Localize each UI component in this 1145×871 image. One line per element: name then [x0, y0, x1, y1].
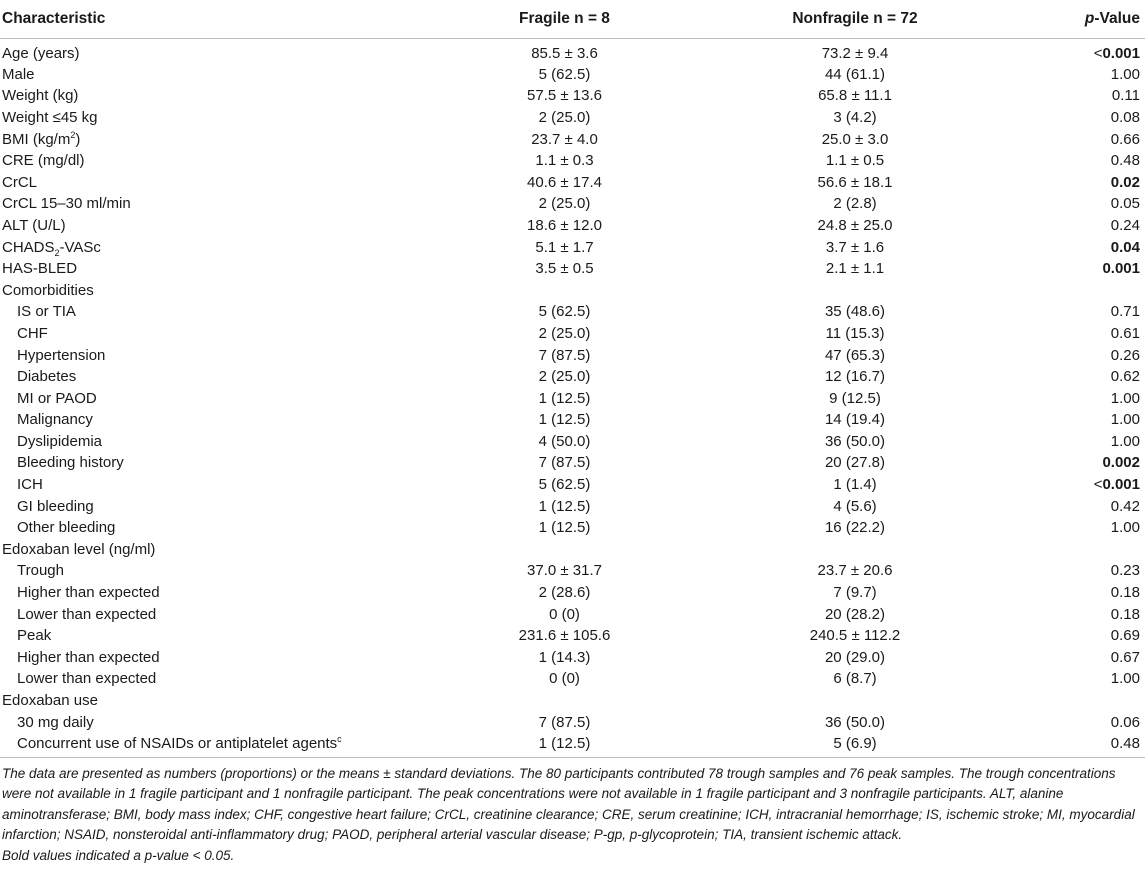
row-label: Malignancy — [17, 411, 93, 429]
table-row — [0, 582, 1145, 604]
row-nonfragile-value: 12 (16.7) — [824, 368, 886, 386]
row-fragile-value — [420, 690, 709, 712]
row-nonfragile-value: 35 (48.6) — [824, 303, 886, 321]
row-nonfragile-value: 14 (19.4) — [824, 411, 886, 429]
row-label: $CHADS_2$-VASc — [2, 238, 101, 258]
row-fragile-value: 5 (62.5) — [538, 476, 591, 494]
row-fragile-value: 5 (62.5) — [538, 65, 591, 83]
row-fragile-value: 2 (25.0) — [538, 195, 591, 213]
row-fragile-value: 3.5 ± 0.5 — [535, 260, 594, 278]
table-row — [0, 301, 1145, 323]
table-row — [0, 560, 1145, 582]
row-p-value: 0.69 — [1110, 627, 1140, 645]
row-p-value: 1.00 — [1110, 411, 1140, 429]
row-p-value: 0.18 — [1110, 584, 1140, 602]
row-nonfragile-value: 20 (28.2) — [824, 605, 886, 623]
row-nonfragile-value — [709, 539, 1001, 561]
row-fragile-value — [420, 279, 709, 301]
row-fragile-value: 2 (25.0) — [538, 368, 591, 386]
row-nonfragile-value: 44 (61.1) — [824, 65, 886, 83]
table-row — [0, 344, 1145, 366]
row-p-value: 1.00 — [1110, 65, 1140, 83]
table-header — [0, 0, 1145, 38]
row-fragile-value: 4 (50.0) — [538, 432, 591, 450]
row-label: Diabetes — [17, 368, 77, 386]
row-p-value: 1.00 — [1110, 519, 1140, 537]
row-fragile-value: 57.5 ± 13.6 — [527, 87, 602, 105]
row-p-value: 0.001 — [1102, 260, 1140, 278]
row-nonfragile-value: 1 (1.4) — [833, 476, 877, 494]
row-p-value: 0.24 — [1110, 216, 1140, 234]
header-nonfragile: Nonfragile n = 72 — [709, 0, 1001, 38]
row-label: Dyslipidemia — [17, 432, 103, 450]
row-nonfragile-value: 73.2 ± 9.4 — [821, 44, 889, 62]
header-pvalue-rest: -Value — [1094, 9, 1140, 27]
row-fragile-value: 18.6 ± 12.0 — [527, 216, 602, 234]
row-label: Edoxaban use — [2, 692, 98, 710]
table-body — [0, 38, 1145, 757]
table-row — [0, 128, 1145, 150]
table-row — [0, 64, 1145, 86]
row-nonfragile-value: 36 (50.0) — [824, 713, 886, 731]
row-label: CHF — [17, 324, 48, 342]
row-fragile-value: 1 (12.5) — [420, 733, 709, 758]
row-fragile-value: 85.5 ± 3.6 — [531, 44, 598, 62]
table-row — [0, 690, 1145, 712]
table-row — [0, 279, 1145, 301]
header-fragile: Fragile n = 8 — [420, 0, 709, 38]
row-p-value: 1.00 — [1110, 389, 1140, 407]
row-p-value: 0.11 — [1111, 87, 1140, 105]
row-p-value: 0.02 — [1110, 173, 1140, 191]
row-nonfragile-value: 6 (8.7) — [833, 670, 877, 688]
row-nonfragile-value: 36 (50.0) — [824, 432, 886, 450]
row-label: ICH — [17, 476, 43, 494]
table-row — [0, 452, 1145, 474]
table-row — [0, 431, 1145, 453]
table-row — [0, 215, 1145, 237]
row-label: ALT (U/L) — [2, 216, 66, 234]
row-fragile-value: 1 (12.5) — [538, 519, 591, 537]
row-fragile-value: 40.6 ± 17.4 — [527, 173, 602, 191]
row-nonfragile-value: 23.7 ± 20.6 — [817, 562, 893, 580]
row-p-value: <0.001 — [1093, 476, 1140, 494]
header-pvalue — [1001, 0, 1145, 38]
row-p-value: 0.18 — [1110, 605, 1140, 623]
row-p-value: 0.66 — [1110, 130, 1140, 148]
row-nonfragile-value: 240.5 ± 112.2 — [809, 627, 901, 645]
row-nonfragile-value: 1.1 ± 0.5 — [825, 152, 885, 170]
row-nonfragile-value: 20 (29.0) — [824, 648, 886, 666]
row-label: CRE (mg/dl) — [2, 152, 85, 170]
row-nonfragile-value: 2.1 ± 1.1 — [825, 260, 885, 278]
row-fragile-value: 2 (28.6) — [538, 584, 591, 602]
row-nonfragile-value — [709, 690, 1001, 712]
table-row — [0, 517, 1145, 539]
row-nonfragile-value: 20 (27.8) — [824, 454, 886, 472]
row-p-value: <0.001 — [1093, 44, 1140, 62]
row-fragile-value — [420, 539, 709, 561]
row-fragile-value: 2 (25.0) — [538, 108, 591, 126]
table-row — [0, 474, 1145, 496]
row-label: Bleeding history — [17, 454, 124, 472]
row-label: Higher than expected — [17, 648, 160, 666]
row-p-value: 1.00 — [1110, 670, 1140, 688]
row-p-value: 0.06 — [1110, 713, 1140, 731]
row-label: Age (years) — [2, 44, 80, 62]
table-row — [0, 258, 1145, 280]
row-label: Lower than expected — [17, 670, 157, 688]
row-nonfragile-value — [709, 279, 1001, 301]
table-row — [0, 625, 1145, 647]
row-fragile-value: 1 (12.5) — [538, 497, 591, 515]
table-row — [0, 150, 1145, 172]
row-nonfragile-value: 65.8 ± 11.1 — [818, 87, 892, 105]
table-row — [0, 668, 1145, 690]
row-nonfragile-value: 3.7 ± 1.6 — [825, 238, 885, 256]
table-row — [0, 38, 1145, 64]
row-p-value: 0.48 — [1110, 152, 1140, 170]
table-row — [0, 495, 1145, 517]
row-fragile-value: 37.0 ± 31.7 — [527, 562, 602, 580]
row-fragile-value: 1 (14.3) — [538, 648, 591, 666]
table-row — [0, 171, 1145, 193]
header-characteristic: Characteristic — [0, 0, 420, 38]
row-p-value: 0.48 — [1001, 733, 1145, 758]
table-row — [0, 193, 1145, 215]
row-p-value: 0.26 — [1110, 346, 1140, 364]
row-label: Lower than expected — [17, 605, 157, 623]
row-fragile-value: 23.7 ± 4.0 — [531, 130, 598, 148]
row-p-value: 0.61 — [1110, 324, 1140, 342]
row-fragile-value: 0 (0) — [549, 670, 580, 688]
table-row — [0, 85, 1145, 107]
table-row — [0, 647, 1145, 669]
row-label: Concurrent use of NSAIDs or antiplatelet agents$^c$ — [0, 733, 420, 758]
row-label: Male — [2, 65, 35, 83]
row-label: Weight ≤45 kg — [2, 108, 98, 126]
row-nonfragile-value: 7 (9.7) — [833, 584, 877, 602]
row-nonfragile-value: 5 (6.9) — [709, 733, 1001, 758]
row-nonfragile-value: 24.8 ± 25.0 — [817, 216, 893, 234]
row-fragile-value: 1.1 ± 0.3 — [535, 152, 594, 170]
row-fragile-value: 231.6 ± 105.6 — [518, 627, 611, 645]
row-nonfragile-value: 56.6 ± 18.1 — [817, 173, 893, 191]
row-label: Trough — [17, 562, 64, 580]
row-p-value: 0.08 — [1110, 108, 1140, 126]
row-p-value: 1.00 — [1110, 432, 1140, 450]
row-p-value: 0.05 — [1110, 195, 1140, 213]
row-p-value: 0.71 — [1110, 303, 1140, 321]
table-row — [0, 323, 1145, 345]
row-p-value: 0.42 — [1110, 497, 1140, 515]
row-label: Higher than expected — [17, 584, 160, 602]
row-label: BMI $(kg/m^2)$ — [2, 129, 81, 148]
table-footnote — [0, 758, 1144, 867]
row-fragile-value: 1 (12.5) — [538, 411, 591, 429]
row-p-value: 0.62 — [1110, 368, 1140, 386]
row-nonfragile-value: 16 (22.2) — [824, 519, 886, 537]
row-p-value — [1001, 690, 1145, 712]
row-label: Weight (kg) — [2, 87, 79, 105]
row-label: Comorbidities — [2, 281, 94, 299]
table-row — [0, 539, 1145, 561]
row-label: CrCL 15–30 ml/min — [2, 195, 131, 213]
row-fragile-value: 7 (87.5) — [538, 713, 591, 731]
row-nonfragile-value: 3 (4.2) — [833, 108, 877, 126]
table-row — [0, 107, 1145, 129]
row-fragile-value: 7 (87.5) — [538, 346, 591, 364]
row-label: Hypertension — [17, 346, 106, 364]
row-label: CrCL — [2, 173, 38, 191]
row-p-value: 0.23 — [1110, 562, 1140, 580]
row-nonfragile-value: 4 (5.6) — [833, 497, 877, 515]
row-label: Other bleeding — [17, 519, 116, 537]
row-label: Edoxaban level (ng/ml) — [2, 540, 156, 558]
table-row — [0, 387, 1145, 409]
table-row — [0, 711, 1145, 733]
row-fragile-value: 5.1 ± 1.7 — [535, 238, 594, 256]
row-label: 30 mg daily — [17, 713, 94, 731]
row-p-value: 0.04 — [1110, 238, 1140, 256]
row-fragile-value: 1 (12.5) — [538, 389, 591, 407]
row-p-value — [1001, 539, 1145, 561]
table-row — [0, 236, 1145, 258]
header-row — [0, 0, 1145, 38]
row-p-value: 0.002 — [1102, 454, 1140, 472]
row-fragile-value: 7 (87.5) — [538, 454, 591, 472]
table-row — [0, 409, 1145, 431]
row-fragile-value: 2 (25.0) — [538, 324, 591, 342]
table-row — [0, 733, 1145, 758]
row-nonfragile-value: 47 (65.3) — [824, 346, 886, 364]
footnote-text: The data are presented as numbers (proportions) or the means ± standard deviations. The 80 participants contributed 78 trough samples and 76 peak samples. The trough concentrations were not available in 1 fragile participant and 1 nonfragile participant. The peak concentrations were not available in 1 fragile participant and 3 nonfragile participants. ALT, alanine aminotransferase; BMI, body mass index; CHF, congestive heart failure; CrCL, creatinine clearance; CRE, serum creatinine; ICH, intracranial hemorrhage; IS, ischemic stroke; MI, myocardial infarction; NSAID, nonsteroidal anti-inflammatory drug; PAOD, peripheral arterial vascular disease; P-gp, p-glycoprotein; TIA, transient ischemic attack. — [2, 765, 1135, 843]
header-pvalue-italic: p — [1084, 9, 1095, 27]
row-nonfragile-value: 11 (15.3) — [825, 324, 885, 342]
row-p-value — [1001, 279, 1145, 301]
row-nonfragile-value: 9 (12.5) — [829, 389, 881, 407]
row-p-value: 0.67 — [1110, 648, 1140, 666]
row-nonfragile-value: 25.0 ± 3.0 — [821, 130, 889, 148]
row-label: IS or TIA — [17, 303, 76, 321]
row-label: Peak — [17, 627, 52, 645]
row-nonfragile-value: 2 (2.8) — [833, 195, 877, 213]
table-row — [0, 603, 1145, 625]
row-label: GI bleeding — [17, 497, 94, 515]
footnote-bold-note: Bold values indicated a p-value < 0.05. — [2, 847, 235, 863]
row-label: HAS-BLED — [2, 260, 78, 278]
row-fragile-value: 0 (0) — [549, 605, 580, 623]
row-label: MI or PAOD — [17, 389, 97, 407]
table-row — [0, 366, 1145, 388]
row-fragile-value: 5 (62.5) — [538, 303, 591, 321]
